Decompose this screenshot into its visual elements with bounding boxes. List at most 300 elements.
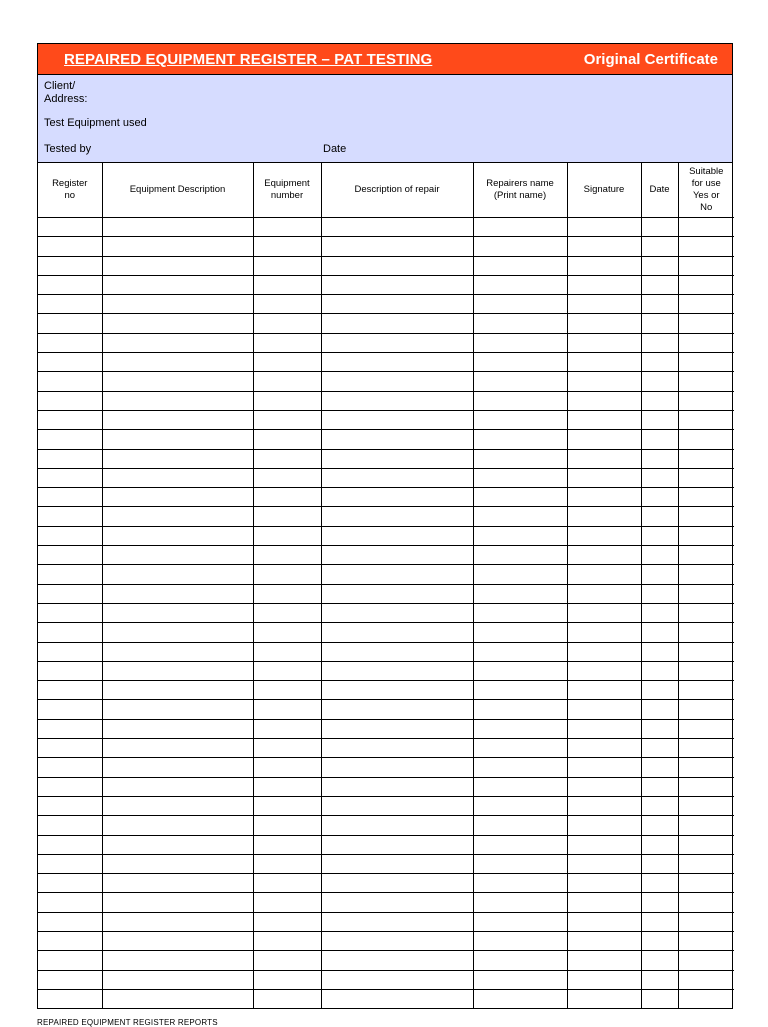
table-cell[interactable] <box>102 410 253 429</box>
table-cell[interactable] <box>473 353 567 372</box>
table-cell[interactable] <box>102 468 253 487</box>
table-cell[interactable] <box>253 970 321 989</box>
table-cell[interactable] <box>253 623 321 642</box>
table-cell[interactable] <box>38 353 102 372</box>
table-cell[interactable] <box>678 391 734 410</box>
table-cell[interactable] <box>102 854 253 873</box>
table-cell[interactable] <box>253 603 321 622</box>
table-cell[interactable] <box>38 642 102 661</box>
table-cell[interactable] <box>102 526 253 545</box>
table-cell[interactable] <box>473 931 567 950</box>
table-cell[interactable] <box>102 970 253 989</box>
table-cell[interactable] <box>641 218 678 237</box>
table-cell[interactable] <box>567 739 641 758</box>
table-cell[interactable] <box>473 661 567 680</box>
table-cell[interactable] <box>641 565 678 584</box>
table-cell[interactable] <box>321 333 473 352</box>
table-cell[interactable] <box>321 584 473 603</box>
table-cell[interactable] <box>678 314 734 333</box>
table-cell[interactable] <box>253 584 321 603</box>
table-cell[interactable] <box>102 372 253 391</box>
table-cell[interactable] <box>641 796 678 815</box>
table-cell[interactable] <box>473 700 567 719</box>
table-cell[interactable] <box>641 449 678 468</box>
table-cell[interactable] <box>102 353 253 372</box>
table-cell[interactable] <box>678 796 734 815</box>
table-cell[interactable] <box>102 584 253 603</box>
table-cell[interactable] <box>321 835 473 854</box>
table-cell[interactable] <box>321 256 473 275</box>
table-cell[interactable] <box>567 275 641 294</box>
table-cell[interactable] <box>321 488 473 507</box>
table-cell[interactable] <box>567 218 641 237</box>
table-cell[interactable] <box>678 275 734 294</box>
table-cell[interactable] <box>641 893 678 912</box>
table-cell[interactable] <box>473 468 567 487</box>
table-cell[interactable] <box>678 642 734 661</box>
table-cell[interactable] <box>38 854 102 873</box>
table-cell[interactable] <box>567 237 641 256</box>
table-cell[interactable] <box>102 777 253 796</box>
table-cell[interactable] <box>321 372 473 391</box>
table-cell[interactable] <box>567 874 641 893</box>
table-cell[interactable] <box>38 681 102 700</box>
table-cell[interactable] <box>38 468 102 487</box>
table-cell[interactable] <box>567 777 641 796</box>
table-cell[interactable] <box>473 410 567 429</box>
table-cell[interactable] <box>102 719 253 738</box>
table-cell[interactable] <box>38 931 102 950</box>
table-cell[interactable] <box>678 739 734 758</box>
table-cell[interactable] <box>641 333 678 352</box>
table-cell[interactable] <box>38 719 102 738</box>
table-cell[interactable] <box>641 623 678 642</box>
table-cell[interactable] <box>253 989 321 1008</box>
table-cell[interactable] <box>102 816 253 835</box>
table-cell[interactable] <box>641 546 678 565</box>
table-cell[interactable] <box>678 353 734 372</box>
table-cell[interactable] <box>38 256 102 275</box>
table-cell[interactable] <box>567 642 641 661</box>
table-cell[interactable] <box>253 912 321 931</box>
table-cell[interactable] <box>38 333 102 352</box>
table-cell[interactable] <box>253 854 321 873</box>
table-cell[interactable] <box>567 681 641 700</box>
table-cell[interactable] <box>678 584 734 603</box>
table-cell[interactable] <box>321 526 473 545</box>
table-cell[interactable] <box>102 546 253 565</box>
table-cell[interactable] <box>38 410 102 429</box>
table-cell[interactable] <box>321 816 473 835</box>
table-cell[interactable] <box>253 256 321 275</box>
table-cell[interactable] <box>567 565 641 584</box>
table-cell[interactable] <box>641 719 678 738</box>
table-cell[interactable] <box>253 796 321 815</box>
table-cell[interactable] <box>473 816 567 835</box>
table-cell[interactable] <box>567 816 641 835</box>
table-cell[interactable] <box>473 796 567 815</box>
table-cell[interactable] <box>38 758 102 777</box>
table-cell[interactable] <box>102 835 253 854</box>
table-cell[interactable] <box>567 584 641 603</box>
table-cell[interactable] <box>321 874 473 893</box>
table-cell[interactable] <box>321 237 473 256</box>
table-cell[interactable] <box>321 661 473 680</box>
table-cell[interactable] <box>678 854 734 873</box>
table-cell[interactable] <box>473 430 567 449</box>
table-cell[interactable] <box>567 931 641 950</box>
table-cell[interactable] <box>253 507 321 526</box>
table-cell[interactable] <box>473 970 567 989</box>
table-cell[interactable] <box>641 642 678 661</box>
table-cell[interactable] <box>473 758 567 777</box>
table-cell[interactable] <box>567 854 641 873</box>
table-cell[interactable] <box>253 700 321 719</box>
table-cell[interactable] <box>567 970 641 989</box>
table-cell[interactable] <box>678 333 734 352</box>
table-cell[interactable] <box>38 739 102 758</box>
table-cell[interactable] <box>253 314 321 333</box>
table-cell[interactable] <box>102 989 253 1008</box>
table-cell[interactable] <box>321 353 473 372</box>
table-cell[interactable] <box>102 295 253 314</box>
table-cell[interactable] <box>567 410 641 429</box>
table-cell[interactable] <box>567 912 641 931</box>
table-cell[interactable] <box>473 912 567 931</box>
table-cell[interactable] <box>253 816 321 835</box>
table-cell[interactable] <box>567 430 641 449</box>
table-cell[interactable] <box>678 430 734 449</box>
table-cell[interactable] <box>102 256 253 275</box>
table-cell[interactable] <box>253 546 321 565</box>
table-cell[interactable] <box>38 623 102 642</box>
table-cell[interactable] <box>253 391 321 410</box>
table-cell[interactable] <box>253 758 321 777</box>
table-cell[interactable] <box>567 507 641 526</box>
table-cell[interactable] <box>641 700 678 719</box>
table-cell[interactable] <box>567 623 641 642</box>
table-cell[interactable] <box>38 526 102 545</box>
table-cell[interactable] <box>567 603 641 622</box>
table-cell[interactable] <box>38 237 102 256</box>
table-cell[interactable] <box>473 681 567 700</box>
table-cell[interactable] <box>641 314 678 333</box>
table-cell[interactable] <box>678 951 734 970</box>
table-cell[interactable] <box>678 661 734 680</box>
table-cell[interactable] <box>678 372 734 391</box>
table-cell[interactable] <box>567 989 641 1008</box>
table-cell[interactable] <box>253 565 321 584</box>
table-cell[interactable] <box>38 989 102 1008</box>
table-cell[interactable] <box>473 372 567 391</box>
table-cell[interactable] <box>641 237 678 256</box>
table-cell[interactable] <box>473 237 567 256</box>
table-cell[interactable] <box>473 488 567 507</box>
table-cell[interactable] <box>641 353 678 372</box>
table-cell[interactable] <box>641 681 678 700</box>
table-cell[interactable] <box>321 796 473 815</box>
table-cell[interactable] <box>678 931 734 950</box>
table-cell[interactable] <box>473 333 567 352</box>
table-cell[interactable] <box>473 777 567 796</box>
table-cell[interactable] <box>38 951 102 970</box>
table-cell[interactable] <box>567 256 641 275</box>
table-cell[interactable] <box>567 353 641 372</box>
table-cell[interactable] <box>678 623 734 642</box>
table-cell[interactable] <box>38 970 102 989</box>
table-cell[interactable] <box>321 546 473 565</box>
table-cell[interactable] <box>253 642 321 661</box>
table-cell[interactable] <box>38 449 102 468</box>
table-cell[interactable] <box>473 507 567 526</box>
table-cell[interactable] <box>641 816 678 835</box>
table-cell[interactable] <box>641 507 678 526</box>
table-cell[interactable] <box>473 739 567 758</box>
table-cell[interactable] <box>567 796 641 815</box>
table-cell[interactable] <box>678 546 734 565</box>
table-cell[interactable] <box>641 488 678 507</box>
table-cell[interactable] <box>641 526 678 545</box>
table-cell[interactable] <box>38 391 102 410</box>
table-cell[interactable] <box>321 989 473 1008</box>
table-cell[interactable] <box>678 777 734 796</box>
table-cell[interactable] <box>473 854 567 873</box>
table-cell[interactable] <box>321 758 473 777</box>
table-cell[interactable] <box>102 507 253 526</box>
table-cell[interactable] <box>641 256 678 275</box>
table-cell[interactable] <box>473 623 567 642</box>
table-cell[interactable] <box>473 603 567 622</box>
table-cell[interactable] <box>678 874 734 893</box>
table-cell[interactable] <box>567 758 641 777</box>
table-cell[interactable] <box>321 410 473 429</box>
table-cell[interactable] <box>321 642 473 661</box>
table-cell[interactable] <box>678 700 734 719</box>
table-cell[interactable] <box>678 816 734 835</box>
table-cell[interactable] <box>641 584 678 603</box>
table-cell[interactable] <box>678 410 734 429</box>
table-cell[interactable] <box>678 681 734 700</box>
table-cell[interactable] <box>38 661 102 680</box>
table-cell[interactable] <box>321 893 473 912</box>
table-cell[interactable] <box>641 912 678 931</box>
table-cell[interactable] <box>567 333 641 352</box>
table-cell[interactable] <box>321 931 473 950</box>
table-cell[interactable] <box>253 835 321 854</box>
table-cell[interactable] <box>253 931 321 950</box>
table-cell[interactable] <box>678 488 734 507</box>
table-cell[interactable] <box>253 410 321 429</box>
table-cell[interactable] <box>102 758 253 777</box>
table-cell[interactable] <box>473 565 567 584</box>
table-cell[interactable] <box>253 777 321 796</box>
table-cell[interactable] <box>678 237 734 256</box>
table-cell[interactable] <box>253 739 321 758</box>
table-cell[interactable] <box>321 507 473 526</box>
table-cell[interactable] <box>321 719 473 738</box>
table-cell[interactable] <box>473 874 567 893</box>
table-cell[interactable] <box>321 951 473 970</box>
table-cell[interactable] <box>473 526 567 545</box>
table-cell[interactable] <box>38 314 102 333</box>
table-cell[interactable] <box>473 391 567 410</box>
table-cell[interactable] <box>253 237 321 256</box>
table-cell[interactable] <box>253 681 321 700</box>
table-cell[interactable] <box>253 874 321 893</box>
table-cell[interactable] <box>253 488 321 507</box>
table-cell[interactable] <box>641 410 678 429</box>
table-cell[interactable] <box>38 430 102 449</box>
table-cell[interactable] <box>641 468 678 487</box>
table-cell[interactable] <box>102 642 253 661</box>
table-cell[interactable] <box>678 989 734 1008</box>
table-cell[interactable] <box>473 546 567 565</box>
table-cell[interactable] <box>102 623 253 642</box>
table-cell[interactable] <box>678 449 734 468</box>
table-cell[interactable] <box>38 584 102 603</box>
table-cell[interactable] <box>473 642 567 661</box>
table-cell[interactable] <box>321 854 473 873</box>
table-cell[interactable] <box>102 565 253 584</box>
table-cell[interactable] <box>102 430 253 449</box>
table-cell[interactable] <box>641 603 678 622</box>
table-cell[interactable] <box>641 739 678 758</box>
table-cell[interactable] <box>567 468 641 487</box>
table-cell[interactable] <box>253 661 321 680</box>
table-cell[interactable] <box>641 970 678 989</box>
table-cell[interactable] <box>473 256 567 275</box>
table-cell[interactable] <box>641 275 678 294</box>
table-cell[interactable] <box>102 931 253 950</box>
table-cell[interactable] <box>321 468 473 487</box>
table-cell[interactable] <box>102 681 253 700</box>
table-cell[interactable] <box>567 951 641 970</box>
table-cell[interactable] <box>253 893 321 912</box>
table-cell[interactable] <box>567 893 641 912</box>
table-cell[interactable] <box>567 546 641 565</box>
table-cell[interactable] <box>678 719 734 738</box>
table-cell[interactable] <box>567 526 641 545</box>
table-cell[interactable] <box>473 584 567 603</box>
table-cell[interactable] <box>102 391 253 410</box>
table-cell[interactable] <box>102 333 253 352</box>
table-cell[interactable] <box>253 353 321 372</box>
table-cell[interactable] <box>253 468 321 487</box>
table-cell[interactable] <box>321 700 473 719</box>
table-cell[interactable] <box>321 449 473 468</box>
table-cell[interactable] <box>253 333 321 352</box>
table-cell[interactable] <box>102 449 253 468</box>
table-cell[interactable] <box>473 719 567 738</box>
table-cell[interactable] <box>567 391 641 410</box>
table-cell[interactable] <box>641 295 678 314</box>
table-cell[interactable] <box>253 218 321 237</box>
table-cell[interactable] <box>641 931 678 950</box>
table-cell[interactable] <box>678 970 734 989</box>
table-cell[interactable] <box>473 295 567 314</box>
table-cell[interactable] <box>38 796 102 815</box>
table-cell[interactable] <box>641 777 678 796</box>
table-cell[interactable] <box>321 777 473 796</box>
table-cell[interactable] <box>473 951 567 970</box>
table-cell[interactable] <box>321 314 473 333</box>
table-cell[interactable] <box>473 275 567 294</box>
table-cell[interactable] <box>253 449 321 468</box>
table-cell[interactable] <box>321 218 473 237</box>
table-cell[interactable] <box>567 700 641 719</box>
table-cell[interactable] <box>38 275 102 294</box>
table-cell[interactable] <box>38 546 102 565</box>
table-cell[interactable] <box>38 565 102 584</box>
table-cell[interactable] <box>321 681 473 700</box>
table-cell[interactable] <box>678 835 734 854</box>
table-cell[interactable] <box>678 256 734 275</box>
table-cell[interactable] <box>678 218 734 237</box>
table-cell[interactable] <box>641 391 678 410</box>
table-cell[interactable] <box>321 912 473 931</box>
table-cell[interactable] <box>102 739 253 758</box>
table-cell[interactable] <box>102 314 253 333</box>
table-cell[interactable] <box>641 854 678 873</box>
table-cell[interactable] <box>678 295 734 314</box>
table-cell[interactable] <box>641 989 678 1008</box>
table-cell[interactable] <box>102 275 253 294</box>
table-cell[interactable] <box>102 700 253 719</box>
table-cell[interactable] <box>641 758 678 777</box>
table-cell[interactable] <box>102 951 253 970</box>
table-cell[interactable] <box>38 874 102 893</box>
table-cell[interactable] <box>253 719 321 738</box>
table-cell[interactable] <box>641 372 678 391</box>
table-cell[interactable] <box>102 237 253 256</box>
table-cell[interactable] <box>253 275 321 294</box>
table-cell[interactable] <box>641 874 678 893</box>
table-cell[interactable] <box>678 565 734 584</box>
table-cell[interactable] <box>473 218 567 237</box>
table-cell[interactable] <box>38 893 102 912</box>
table-cell[interactable] <box>102 874 253 893</box>
table-cell[interactable] <box>321 275 473 294</box>
table-cell[interactable] <box>102 603 253 622</box>
table-cell[interactable] <box>473 835 567 854</box>
table-cell[interactable] <box>473 989 567 1008</box>
table-cell[interactable] <box>102 893 253 912</box>
table-cell[interactable] <box>567 719 641 738</box>
table-cell[interactable] <box>253 951 321 970</box>
table-cell[interactable] <box>473 314 567 333</box>
table-cell[interactable] <box>473 893 567 912</box>
table-cell[interactable] <box>253 430 321 449</box>
table-cell[interactable] <box>38 218 102 237</box>
table-cell[interactable] <box>321 623 473 642</box>
table-cell[interactable] <box>567 295 641 314</box>
table-cell[interactable] <box>38 816 102 835</box>
table-cell[interactable] <box>473 449 567 468</box>
table-cell[interactable] <box>321 970 473 989</box>
table-cell[interactable] <box>678 603 734 622</box>
table-cell[interactable] <box>38 488 102 507</box>
table-cell[interactable] <box>321 565 473 584</box>
table-cell[interactable] <box>321 295 473 314</box>
table-cell[interactable] <box>253 295 321 314</box>
table-cell[interactable] <box>678 468 734 487</box>
table-cell[interactable] <box>567 835 641 854</box>
table-cell[interactable] <box>38 295 102 314</box>
table-cell[interactable] <box>38 372 102 391</box>
table-cell[interactable] <box>321 739 473 758</box>
table-cell[interactable] <box>38 700 102 719</box>
table-cell[interactable] <box>321 603 473 622</box>
